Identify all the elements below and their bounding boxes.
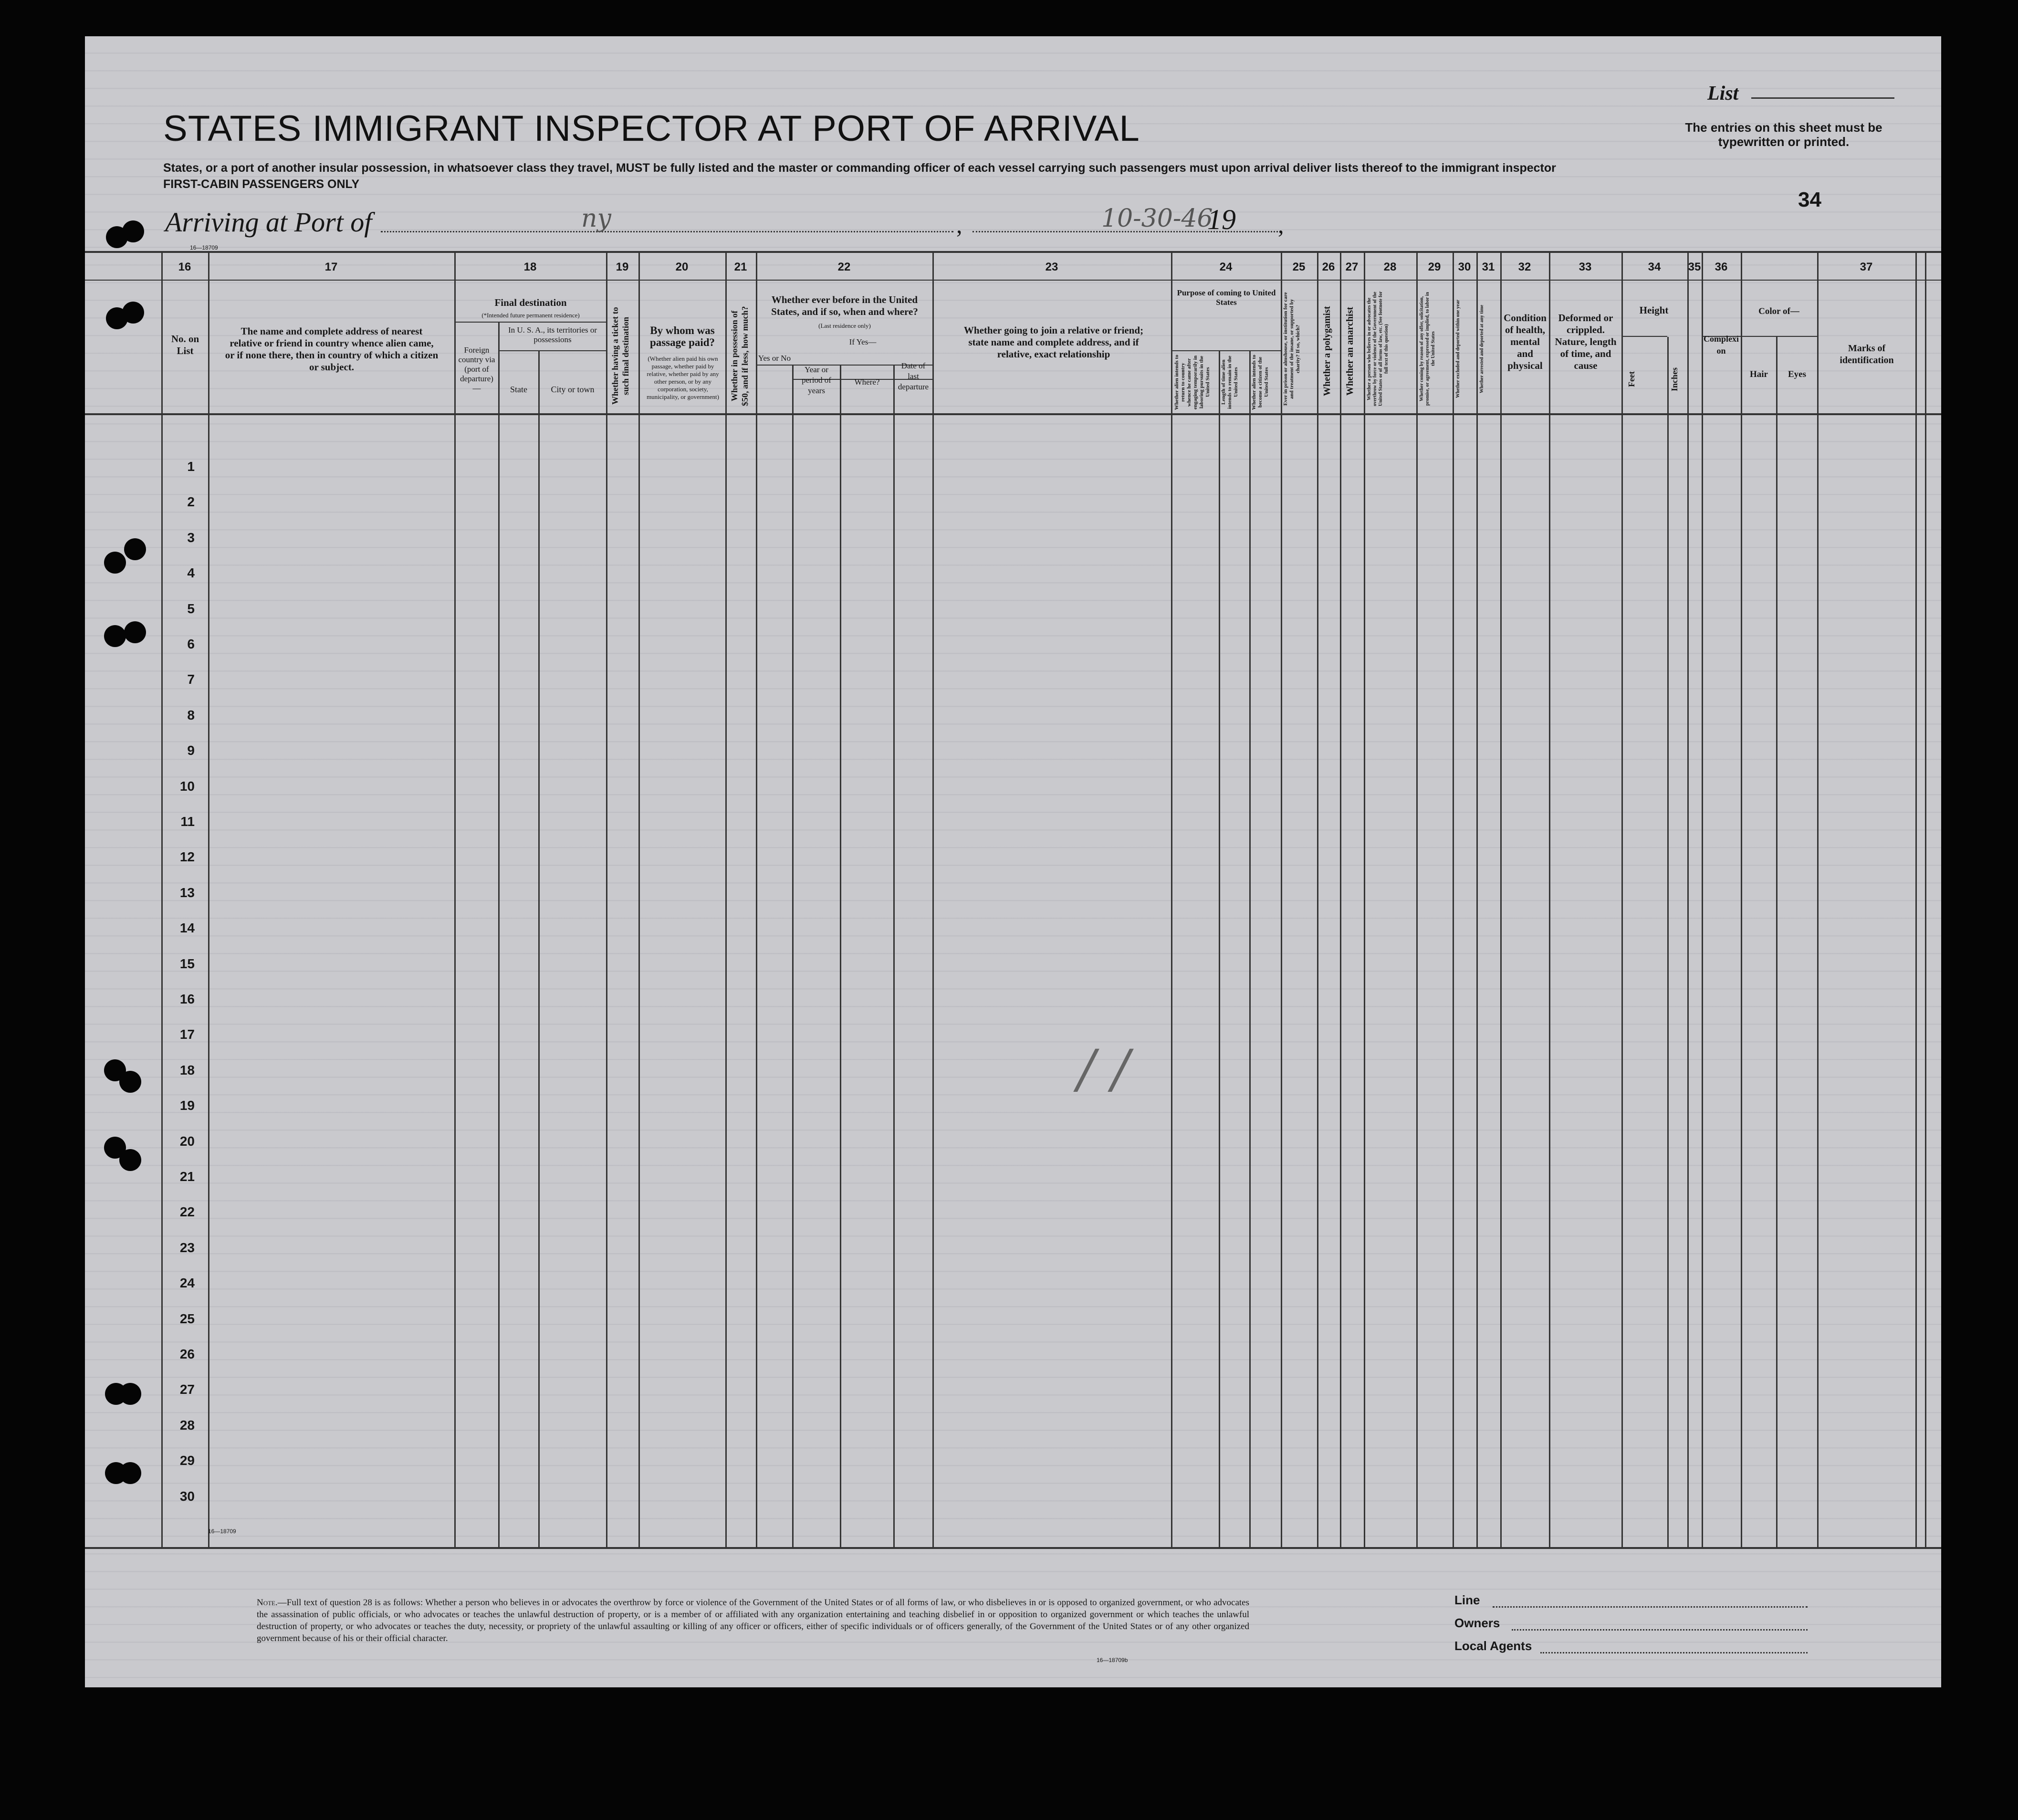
col-num-37: 37 (1860, 261, 1873, 273)
row-number: 28 (179, 1417, 195, 1433)
col-num-27: 27 (1345, 261, 1359, 273)
col25-header: Ever in prison or almshouse, or institution for care and treatment of the insane, or supported by charity? If so, which? (1283, 292, 1301, 406)
row-number: 9 (187, 743, 195, 758)
col23-header: Whether going to join a relative or friend; state name and complete address, and if relative, exact relationship (963, 324, 1144, 360)
punch-hole (119, 1383, 141, 1405)
col-num-29: 29 (1428, 261, 1441, 273)
owners-field (1512, 1629, 1808, 1631)
col-num-23: 23 (1045, 261, 1058, 273)
punch-hole (124, 538, 146, 560)
col-rule (756, 253, 757, 1548)
punch-hole (122, 220, 144, 242)
row-number: 27 (179, 1382, 195, 1397)
row-number: 23 (179, 1240, 195, 1255)
col29-header: Whether coming by reason of any offer, solicitation, promise, or agreement, expressed or implied, to labor in the United States (1419, 292, 1436, 406)
col28-header: Whether a person who believes in or advocates the overthrow by force or violence of the Government of the United States or of all forms of law, etc. (See footnote for full text of this question) (1367, 291, 1389, 407)
col35-header: Complexion (1704, 334, 1739, 356)
table-top-border (85, 251, 1941, 253)
row-number: 11 (180, 814, 195, 829)
comma: , (1278, 211, 1284, 238)
row-number: 5 (187, 601, 195, 616)
col-rule (1364, 253, 1365, 1548)
col34-inches: Inches (1670, 367, 1679, 392)
col-num-30: 30 (1458, 261, 1471, 273)
row-number: 30 (179, 1488, 195, 1504)
col31-header: Whether arrested and deported at any time (1479, 304, 1485, 393)
row-number: 20 (179, 1133, 195, 1149)
col-rule (1925, 253, 1926, 1548)
col32-header: Condition of health, mental and physical (1504, 312, 1547, 371)
punch-hole (119, 1462, 141, 1484)
page-title: STATES IMMIGRANT INSPECTOR AT PORT OF ARRIVAL (163, 108, 1140, 149)
row-number: 15 (179, 956, 195, 971)
col-rule (1500, 253, 1502, 1548)
col-num-31: 31 (1482, 261, 1495, 273)
col-rule (1549, 253, 1550, 1548)
row-number: 17 (179, 1027, 195, 1042)
punch-hole (119, 1149, 141, 1171)
col36-hair: Hair (1750, 369, 1768, 379)
sub-rule (499, 350, 606, 351)
col-num-26: 26 (1322, 261, 1335, 273)
col-rule (1621, 253, 1623, 1548)
row-number: 26 (179, 1347, 195, 1361)
footnote-form-number: 16—18709b (1097, 1657, 1128, 1663)
comma: , (956, 211, 962, 238)
owners-label: Owners (1454, 1616, 1500, 1630)
col-rule (893, 366, 895, 1549)
list-number-line (1751, 97, 1894, 99)
col18-usa: In U. S. A., its territories or possessions (508, 325, 597, 344)
form-number-bottom: 16—18709 (208, 1528, 236, 1535)
col22-yesno: Yes or No (758, 354, 791, 363)
col-rule (208, 253, 209, 1548)
punch-hole (119, 1071, 141, 1093)
row-number: 21 (179, 1169, 195, 1184)
col18-header: Final destination (494, 297, 567, 308)
col-rule (1453, 253, 1454, 1548)
col22-ifyes: If Yes— (849, 337, 877, 346)
col-num-19: 19 (616, 261, 629, 273)
col-rule (1340, 253, 1341, 1548)
col17-header: The name and complete address of nearest relative or friend in country whence alien came, or if none there, then in country of which a citizen or subject. (225, 325, 439, 373)
row-number: 13 (179, 885, 195, 900)
col22-subheader: (Last residence only) (818, 322, 871, 329)
col34-header: Height (1639, 304, 1669, 316)
col-rule (1915, 253, 1917, 1548)
row-number: 16 (179, 992, 195, 1006)
col-rule (840, 366, 841, 1549)
first-cabin-label: FIRST-CABIN PASSENGERS ONLY (163, 178, 360, 191)
col-rule (1702, 253, 1703, 1548)
col-rule (606, 253, 607, 1548)
col-num-25: 25 (1292, 261, 1306, 273)
col-num-18: 18 (523, 261, 537, 273)
date-value: 10-30-46 (1101, 204, 1213, 233)
row-number: 18 (179, 1062, 195, 1077)
col-rule (1476, 253, 1478, 1548)
col-num-32: 32 (1518, 261, 1531, 273)
agents-field (1540, 1652, 1808, 1653)
col-num-36: 36 (1715, 261, 1728, 273)
col-num-34: 34 (1648, 261, 1661, 273)
row-number: 1 (187, 459, 195, 474)
row-number: 29 (179, 1453, 195, 1468)
col21-header: Whether in possession of $50, and if less, how much? (730, 306, 750, 406)
punch-hole (104, 625, 126, 647)
row-number: 19 (179, 1098, 195, 1113)
header-bottom-border (85, 413, 1941, 415)
col33-header: Deformed or crippled. Nature, length of time, and cause (1555, 312, 1617, 371)
form-number-top: 16—18709 (190, 244, 218, 251)
note-text: —Full text of question 28 is as follows: Whether a person who believes in or advocates the overthrow by force or violence of the Government of the United States or of all forms of law, or who disbelieves in or is opposed to organized government, or who advocates the assassination of public officials, or who advocates or teaches the unlawful destruction of property, or is a member of or affiliated with any organization entertaining and teaching disbelief in or opposition to organized government or which teaches the unlawful destruction of property, or who advocates or teaches the duty, necessity, or propriety of the unlawful assaulting or killing of any officer or officers, either of specific individuals or of officers generally, of the Government of the United States or of any other organized government because of his or their official character. (257, 1598, 1249, 1643)
note-label: Note. (257, 1598, 278, 1608)
col-rule (161, 253, 163, 1548)
port-value: ny (581, 204, 611, 233)
punch-hole (104, 552, 126, 574)
sub-rule (455, 322, 606, 323)
col27-header: Whether an anarchist (1345, 307, 1355, 396)
table-bottom-border (85, 1547, 1941, 1549)
col-rule (1817, 253, 1819, 1548)
row-number: 7 (187, 672, 195, 687)
col-num-21: 21 (734, 261, 747, 273)
col20-header: By whom was passage paid? (649, 324, 715, 348)
punch-hole (124, 621, 146, 643)
row-number: 14 (179, 920, 195, 936)
row-number: 24 (179, 1276, 195, 1291)
col-rule (638, 253, 640, 1548)
col-num-35: 35 (1688, 261, 1701, 273)
col-rule (725, 253, 727, 1548)
punch-hole (122, 302, 144, 324)
col22-year: Year or period of years (802, 365, 831, 395)
col-rule (1667, 337, 1669, 1549)
col-num-20: 20 (675, 261, 689, 273)
line-label: Line (1454, 1593, 1480, 1607)
col26-header: Whether a polygamist (1322, 306, 1332, 397)
col18-state: State (510, 385, 527, 394)
col-rule (1776, 337, 1778, 1549)
col-rule (1317, 253, 1318, 1548)
col22-where: Where? (854, 377, 880, 387)
col-num-33: 33 (1579, 261, 1592, 273)
col-rule (538, 351, 540, 1549)
col34-feet: Feet (1627, 371, 1636, 387)
col-rule (1219, 351, 1220, 1549)
col-num-17: 17 (324, 261, 338, 273)
col-num-24: 24 (1219, 261, 1233, 273)
col-rule (1687, 253, 1689, 1548)
col24-b: Length of time alien intends to remain in the United States (1221, 356, 1239, 409)
row-number: 12 (179, 849, 195, 865)
col22-date: Date of last departure (898, 361, 929, 391)
row-number: 8 (187, 707, 195, 722)
col24-c: Whether alien intends to become a citizen of the United States (1251, 355, 1269, 410)
col-rule (1741, 253, 1742, 1548)
col30-header: Whether excluded and deported within one year (1455, 300, 1461, 398)
port-line (381, 231, 953, 232)
col20-subheader: (Whether alien paid his own passage, whether paid by relative, whether paid by any other person, or by any corporation, society, municipality, or government) (647, 355, 719, 400)
col-num-22: 22 (837, 261, 851, 273)
col-rule (932, 253, 934, 1548)
col18-foreign: Foreign country via (port of departure)— (458, 345, 495, 393)
sub-rule (1622, 336, 1667, 337)
col24-header: Purpose of coming to United States (1177, 288, 1276, 307)
col-rule (792, 366, 794, 1549)
handwritten-mark: / / (1077, 1038, 1130, 1099)
col-rule (1281, 253, 1282, 1548)
row-number: 25 (179, 1311, 195, 1326)
col-rule (498, 323, 500, 1549)
col-num-28: 28 (1383, 261, 1397, 273)
col-rule (454, 253, 456, 1548)
col24-a: Whether alien intends to return to country whence he came after engaging temporarily in laboring pursuits in the United States (1174, 355, 1211, 410)
row-number: 10 (179, 778, 195, 794)
col-rule (1171, 253, 1172, 1548)
footnote (257, 1597, 1249, 1644)
row-number: 4 (187, 565, 195, 581)
agents-label: Local Agents (1454, 1639, 1532, 1653)
col16-header: No. on List (171, 333, 199, 356)
line-field (1493, 1606, 1808, 1608)
list-label: List (1707, 83, 1739, 105)
col36-header: Color of— (1758, 306, 1799, 316)
sub-rule (1172, 350, 1281, 351)
col18-subheader: (*Intended future permanent residence) (481, 312, 580, 319)
sheet-number: 34 (1798, 188, 1821, 211)
manifest-sheet (85, 36, 1941, 1687)
instruction-text: States, or a port of another insular possession, in whatsoever class they travel, MUST be fully listed and the master or commanding officer of each vessel carrying such passengers must upon arrival deliver lists thereof to the immigrant inspector (163, 161, 1556, 175)
year-prefix: 19 (1207, 204, 1236, 235)
col22-header: Whether ever before in the United States, and if so, when and where? (771, 294, 918, 317)
row-number: 2 (187, 494, 195, 510)
row-number: 22 (179, 1204, 195, 1220)
col19-header: Whether having a ticket to such final destination (610, 307, 630, 405)
col-num-16: 16 (178, 261, 191, 273)
column-number-rule (85, 280, 1941, 281)
row-number: 3 (187, 530, 195, 545)
row-number: 6 (187, 637, 195, 651)
col18-city: City or town (551, 385, 595, 394)
col36-eyes: Eyes (1788, 369, 1806, 379)
entries-note: The entries on this sheet must be typewritten or printed. (1685, 120, 1882, 149)
col-rule (1249, 351, 1251, 1549)
col-rule (1416, 253, 1418, 1548)
col37-header: Marks of identification (1840, 343, 1894, 366)
arriving-label: Arriving at Port of (165, 207, 372, 238)
